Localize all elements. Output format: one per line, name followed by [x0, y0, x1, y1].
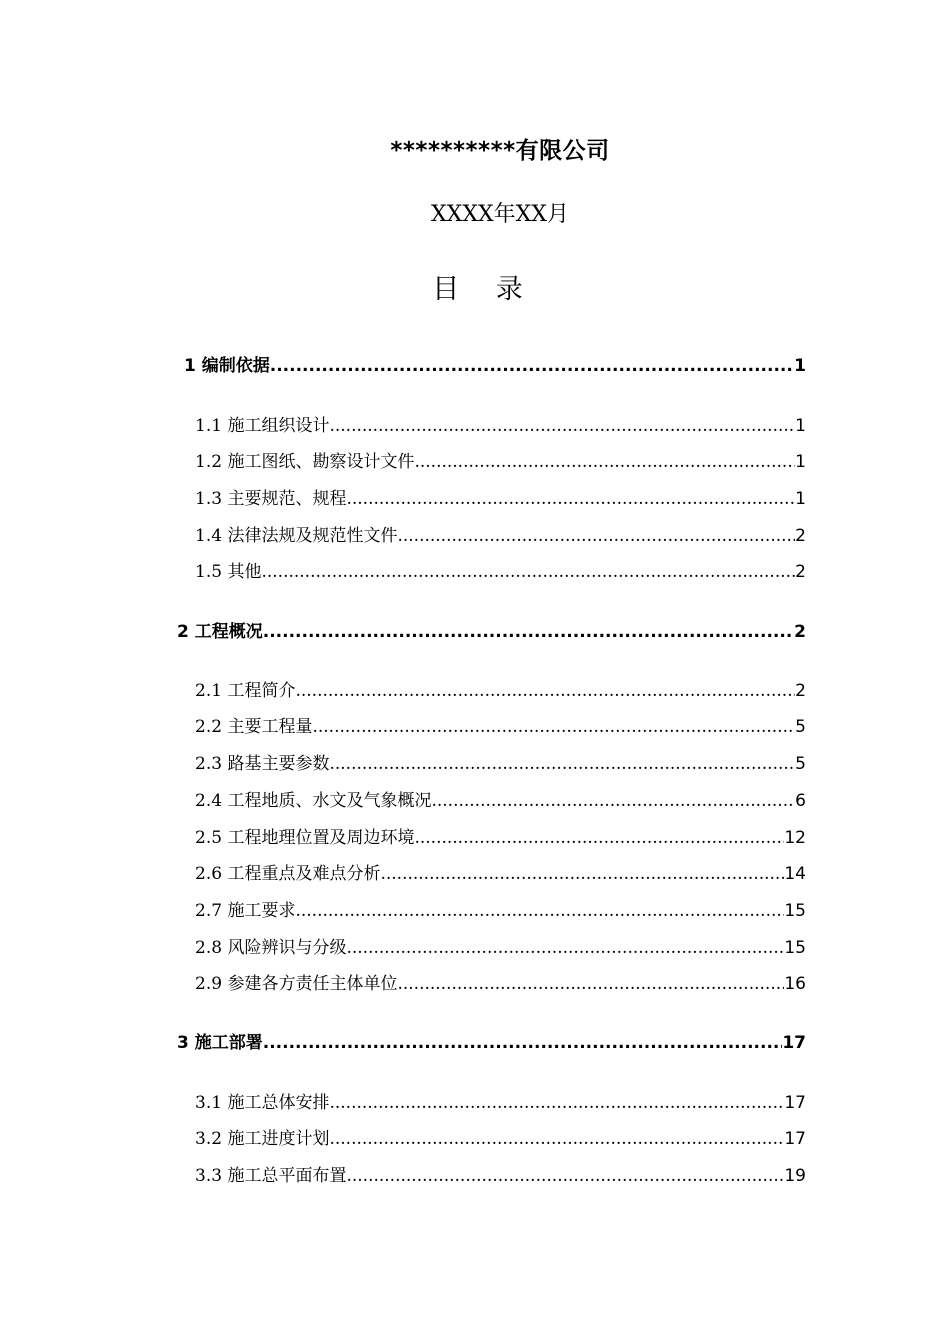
toc-chapter-entry[interactable] — [177, 1028, 806, 1054]
toc-chapter-entry[interactable] — [184, 351, 806, 377]
toc-entry-label: 1 编制依据 — [184, 356, 270, 376]
toc-entry-label: 2.4 工程地质、水文及气象概况 — [195, 791, 432, 811]
toc-entry-label: 1.3 主要规范、规程 — [195, 489, 347, 509]
toc-entry-label: 3.1 施工总体安排 — [195, 1093, 330, 1113]
toc-entry-page-number: 1 — [794, 356, 806, 376]
toc-section-entry[interactable] — [195, 411, 806, 437]
toc-leader-dots — [397, 526, 795, 546]
toc-entry-label: 2.1 工程简介 — [195, 681, 296, 701]
toc-entry-label: 2.8 风险辨识与分级 — [195, 938, 347, 958]
toc-leader-dots — [295, 681, 795, 701]
toc-entry-page-number: 5 — [795, 717, 806, 737]
toc-entry-label: 2.7 施工要求 — [195, 901, 296, 921]
toc-entry-page-number: 1 — [795, 452, 806, 472]
toc-entry-label: 1.5 其他 — [195, 562, 262, 582]
toc-entry-page-number: 5 — [795, 754, 806, 774]
toc-section-entry[interactable] — [195, 896, 806, 922]
toc-leader-dots — [329, 416, 795, 436]
toc-entry-label: 3 施工部署 — [177, 1033, 263, 1053]
toc-entry-page-number: 1 — [795, 489, 806, 509]
toc-section-entry[interactable] — [195, 676, 806, 702]
toc-leader-dots — [431, 791, 795, 811]
toc-leader-dots — [397, 974, 784, 994]
toc-leader-dots — [261, 562, 795, 582]
toc-entry-label: 1.2 施工图纸、勘察设计文件 — [195, 452, 415, 472]
toc-leader-dots — [414, 828, 784, 848]
toc-leader-dots — [414, 452, 795, 472]
toc-leader-dots — [312, 717, 795, 737]
toc-leader-dots — [295, 901, 784, 921]
toc-entry-page-number: 2 — [795, 681, 806, 701]
toc-section-entry[interactable] — [195, 969, 806, 995]
toc-entry-page-number: 16 — [784, 974, 806, 994]
toc-section-entry[interactable] — [195, 557, 806, 583]
toc-leader-dots — [329, 754, 795, 774]
toc-entry-label: 2.3 路基主要参数 — [195, 754, 330, 774]
toc-entry-label: 2.9 参建各方责任主体单位 — [195, 974, 398, 994]
toc-entry-page-number: 1 — [795, 416, 806, 436]
toc-section-entry[interactable] — [195, 933, 806, 959]
toc-chapter-entry[interactable] — [177, 617, 806, 643]
toc-entry-page-number: 19 — [784, 1166, 806, 1186]
toc-entry-page-number: 6 — [795, 791, 806, 811]
toc-section-entry[interactable] — [195, 786, 806, 812]
toc-leader-dots — [346, 489, 795, 509]
toc-section-entry[interactable] — [195, 712, 806, 738]
toc-entry-page-number: 17 — [784, 1093, 806, 1113]
toc-entry-page-number: 17 — [784, 1129, 806, 1149]
toc-entry-page-number: 17 — [782, 1033, 806, 1053]
toc-section-entry[interactable] — [195, 447, 806, 473]
toc-entry-label: 1.1 施工组织设计 — [195, 416, 330, 436]
toc-entry-page-number: 2 — [795, 526, 806, 546]
toc-leader-dots — [263, 622, 794, 642]
toc-leader-dots — [329, 1129, 784, 1149]
toc-entry-label: 3.2 施工进度计划 — [195, 1129, 330, 1149]
toc-entry-label: 2.2 主要工程量 — [195, 717, 313, 737]
toc-leader-dots — [346, 938, 784, 958]
toc-entry-label: 1.4 法律法规及规范性文件 — [195, 526, 398, 546]
toc-section-entry[interactable] — [195, 823, 806, 849]
toc-entry-page-number: 2 — [795, 562, 806, 582]
toc-section-entry[interactable] — [195, 1124, 806, 1150]
toc-entry-page-number: 12 — [784, 828, 806, 848]
toc-title: 目 录 — [432, 274, 537, 305]
toc-entry-page-number: 2 — [794, 622, 806, 642]
toc-entry-label: 3.3 施工总平面布置 — [195, 1166, 347, 1186]
company-name: **********有限公司 — [390, 138, 610, 164]
toc-leader-dots — [346, 1166, 784, 1186]
toc-entry-page-number: 14 — [784, 864, 806, 884]
toc-leader-dots — [270, 356, 794, 376]
toc-section-entry[interactable] — [195, 749, 806, 775]
document-date: XXXX年XX月 — [431, 202, 569, 227]
toc-section-entry[interactable] — [195, 484, 806, 510]
toc-entry-page-number: 15 — [784, 938, 806, 958]
toc-section-entry[interactable] — [195, 1161, 806, 1187]
toc-leader-dots — [380, 864, 784, 884]
toc-entry-label: 2 工程概况 — [177, 622, 263, 642]
toc-section-entry[interactable] — [195, 1088, 806, 1114]
toc-entry-label: 2.5 工程地理位置及周边环境 — [195, 828, 415, 848]
toc-entry-label: 2.6 工程重点及难点分析 — [195, 864, 381, 884]
toc-section-entry[interactable] — [195, 859, 806, 885]
toc-entry-page-number: 15 — [784, 901, 806, 921]
toc-section-entry[interactable] — [195, 521, 806, 547]
toc-leader-dots — [263, 1033, 783, 1053]
toc-leader-dots — [329, 1093, 784, 1113]
